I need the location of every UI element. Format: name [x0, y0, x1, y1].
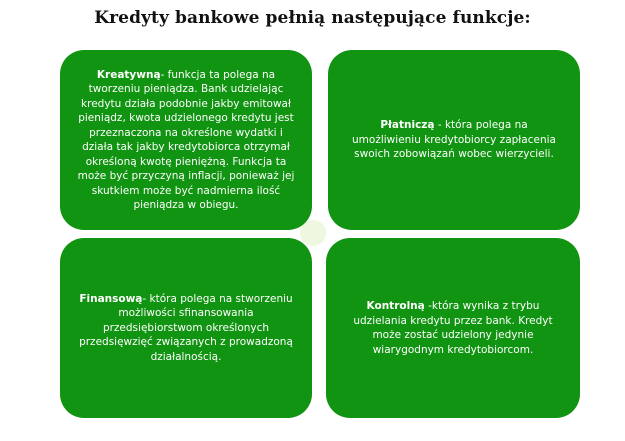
box-platnicza: [328, 50, 580, 230]
box-platnicza-text: [350, 118, 558, 162]
box-kontrolna-term: Kontrolną: [366, 300, 425, 312]
box-finansowa: [60, 238, 312, 418]
box-kontrolna: [326, 238, 580, 418]
box-finansowa-text: [78, 292, 294, 365]
box-finansowa-term: Finansową: [79, 292, 143, 305]
box-kontrolna-description: -która wynika z trybu udzielania kredytu przez bank. Kredyt może zostać udzielony jedynie wiarygodnym kredytobiorcom.: [353, 300, 553, 356]
box-platnicza-term: Płatniczą: [380, 119, 435, 132]
box-kreatywna-description: - funkcja ta polega na tworzeniu pieniądza. Bank udzielając kredytu działa podobnie jakby emitował pieniądz, kwota udzielonego kredytu jest przeznaczona na określone wydatki i działa tak jakby kredytobiorca otrzymał określoną kwotę pieniężną. Funkcja ta może być przyczyną inflacji, ponieważ jej skutkiem może być nadmierna ilość pieniądza w obiegu.: [77, 68, 295, 211]
box-kontrolna-text: [344, 299, 562, 357]
box-kreatywna-text: [74, 68, 298, 213]
box-kreatywna: [60, 50, 312, 230]
box-platnicza-description: - która polega na umożliwieniu kredytobiorcy zapłacenia swoich zobowiązań wobec wierzycieli.: [352, 119, 556, 161]
box-kreatywna-term: Kreatywną: [96, 68, 161, 81]
box-finansowa-description: - która polega na stworzeniu możliwości sfinansowania przedsiębiorstwom określonych przedsięwzięć związanych z prowadzoną działalnością.: [79, 292, 293, 363]
page-title: Kredyty bankowe pełnią następujące funkcje:: [94, 8, 531, 28]
